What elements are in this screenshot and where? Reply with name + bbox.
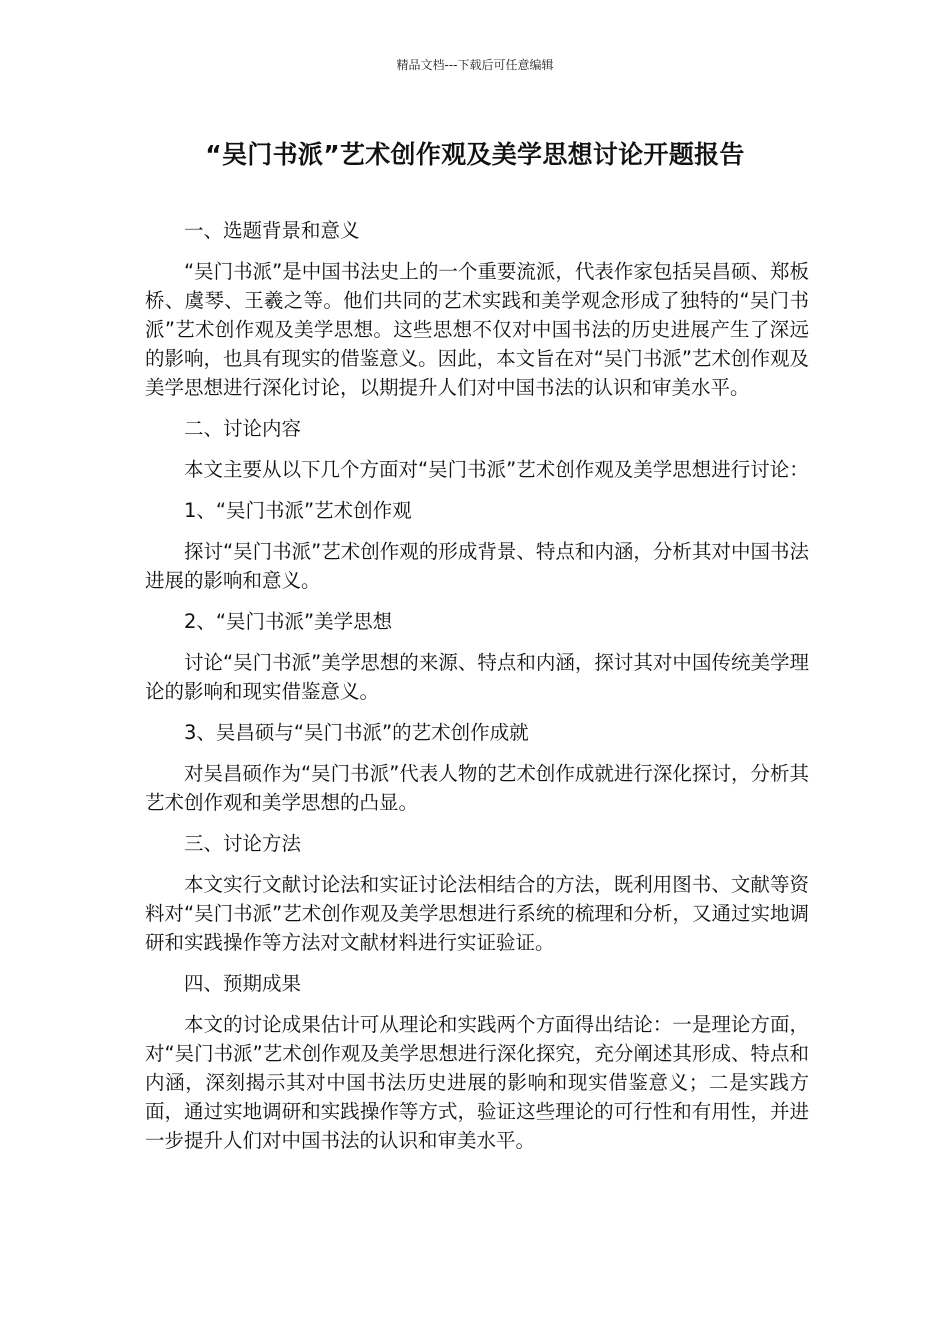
paragraph-wu-changshuo: 对吴昌硕作为“吴门书派”代表人物的艺术创作成就进行深化探讨，分析其艺术创作观和美学思想的凸显。 (145, 762, 809, 814)
document-body (145, 216, 809, 1167)
paragraph-content-intro: 本文主要从以下几个方面对“吴门书派”艺术创作观及美学思想进行讨论： (184, 458, 809, 481)
paragraph-aesthetics: 讨论“吴门书派”美学思想的来源、特点和内涵，探讨其对中国传统美学理论的影响和现实借鉴意义。 (145, 651, 809, 703)
section-heading-content: 二、讨论内容 (184, 417, 302, 440)
paragraph-background: “吴门书派”是中国书法史上的一个重要流派，代表作家包括吴昌硕、郑板桥、虞琴、王羲之等。他们共同的艺术实践和美学观念形成了独特的“吴门书派”艺术创作观及美学思想。这些思想不仅对中国书法的历史进展产生了深远的影响，也具有现实的借鉴意义。因此，本文旨在对“吴门书派”艺术创作观及美学思想进行深化讨论，以期提升人们对中国书法的认识和审美水平。 (145, 260, 809, 399)
document-title: “吴门书派”艺术创作观及美学思想讨论开题报告 (205, 140, 745, 169)
section-heading-method: 三、讨论方法 (184, 832, 302, 855)
paragraph-method: 本文实行文献讨论法和实证讨论法相结合的方法，既利用图书、文献等资料对“吴门书派”艺术创作观及美学思想进行系统的梳理和分析，又通过实地调研和实践操作等方法对文献材料进行实证验证。 (145, 873, 809, 954)
subheading-wu-changshuo: 3、吴昌硕与“吴门书派”的艺术创作成就 (184, 721, 529, 744)
paragraph-creation-view: 探讨“吴门书派”艺术创作观的形成背景、特点和内涵，分析其对中国书法进展的影响和意义。 (145, 540, 809, 592)
paragraph-results: 本文的讨论成果估计可从理论和实践两个方面得出结论：一是理论方面，对“吴门书派”艺术创作观及美学思想进行深化探究，充分阐述其形成、特点和内涵，深刻揭示其对中国书法历史进展的影响和现实借鉴意义；二是实践方面，通过实地调研和实践操作等方式，验证这些理论的可行性和有用性，并进一步提升人们对中国书法的认识和审美水平。 (145, 1013, 809, 1152)
running-header: 精品文档---下载后可任意编辑 (396, 58, 554, 72)
section-heading-results: 四、预期成果 (184, 972, 302, 995)
section-heading-background: 一、选题背景和意义 (184, 219, 360, 242)
subheading-aesthetics: 2、“吴门书派”美学思想 (184, 610, 393, 633)
subheading-creation-view: 1、“吴门书派”艺术创作观 (184, 499, 412, 522)
